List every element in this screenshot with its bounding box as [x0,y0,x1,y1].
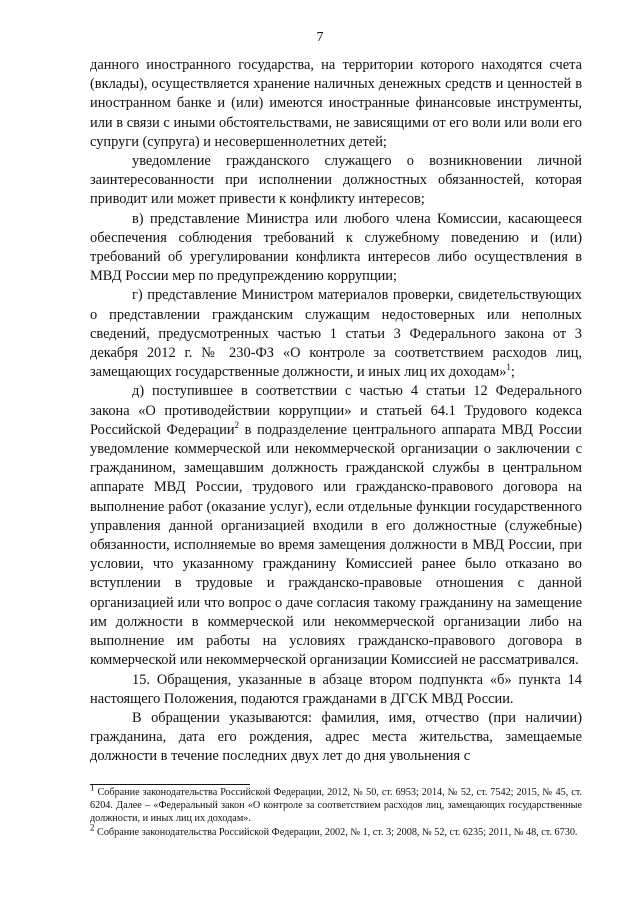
footnote-separator [90,784,250,785]
paragraph-point-15: 15. Обращения, указанные в абзаце втором подпункта «б» пункта 14 настоящего Положения, подаются гражданами в ДГСК МВД России. [90,671,582,707]
footnote-2-marker: 2 [90,822,95,833]
paragraph-item-g-tail: ; [510,364,515,381]
paragraph-notification: уведомление гражданского служащего о возникновении личной заинтересованности при исполнении должностных обязанностей, которая приводит или может привести к конфликту интересов; [90,153,582,208]
page-number: 7 [316,30,324,45]
paragraph-item-g-text: г) представление Министром материалов проверки, свидетельствующих о представлении гражданским служащим недостоверных или неполных сведений, предусмотренных частью 1 статьи 3 Федерального закона от 3 декабря 2012 г. № 230-ФЗ «О контроле за соответствием расходов лиц, замещающих государственные должности, и иных лиц их доходам» [90,287,582,381]
footnote-ref-2: 2 [234,420,240,431]
paragraph-continuation: данного иностранного государства, на территории которого находятся счета (вклады), осуществляется хранение наличных денежных средств и ценностей в иностранном банке и (или) имеются иностранные финансовые инструменты, или в связи с иными обстоятельствами, не зависящими от его воли или воли его супруги (супруга) и несовершеннолетних детей; [90,57,582,150]
footnote-ref-1: 1 [506,362,511,373]
paragraph-appeal-contents: В обращении указываются: фамилия, имя, отчество (при наличии) гражданина, дата его рождения, адрес места жительства, замещаемые должности в течение последних двух лет до дня увольнения с [90,709,582,765]
paragraph-item-d-text: д) поступившее в соответствии с частью 4 статьи 12 Федерального закона «О противодействии коррупции» и статьей 64.1 Трудового кодекса Российской Федерации [90,383,582,438]
paragraph-item-g [90,286,582,382]
footnote-2-text: Собрание законодательства Российской Федерации, 2002, № 1, ст. 3; 2008, № 52, ст. 6235; 2011, № 48, ст. 6730. [97,826,578,838]
paragraph-item-d [90,382,582,670]
paragraph-item-v: в) представление Министра или любого члена Комиссии, касающееся обеспечения соблюдения требований к служебному поведению и (или) требований об урегулировании конфликта интересов либо осуществления в МВД России мер по предупреждению коррупции; [90,210,582,285]
paragraph-item-d-tail: в подразделение центрального аппарата МВД России уведомление коммерческой или некоммерческой организации о заключении с гражданином, замещавшим должность гражданской службы в центральном аппарате МВД России, трудового или гражданско-правового договора на выполнение работ (оказание услуг), если отдельные функции государственного управления данной организацией входили в его должностные (служебные) обязанности, исполняемые во время замещения должности в МВД России, при условии, что указанному гражданину Комиссией ранее было отказано во вступлении в трудовые и гражданско-правовые отношения с данной организацией или что вопрос о даче согласия такому гражданину на замещение им должности в коммерческой или некоммерческой организации либо на выполнение им работы на условиях гражданско-правового договора в коммерческой или некоммерческой организации Комиссией не рассматривался. [90,421,582,669]
footnote-2 [90,822,582,839]
document-body [90,56,582,767]
footnotes [90,782,583,839]
footnote-1-text: Собрание законодательства Российской Федерации, 2012, № 50, ст. 6953; 2014, № 52, ст. 7542; 2015, № 45, ст. 6204. Далее – «Федеральный закон «О контроле за соответствием расходов лиц, замещающих государственные должности, и иных лиц их доходам». [90,787,583,825]
footnote-1-marker: 1 [90,782,95,793]
footnote-1 [90,782,583,826]
